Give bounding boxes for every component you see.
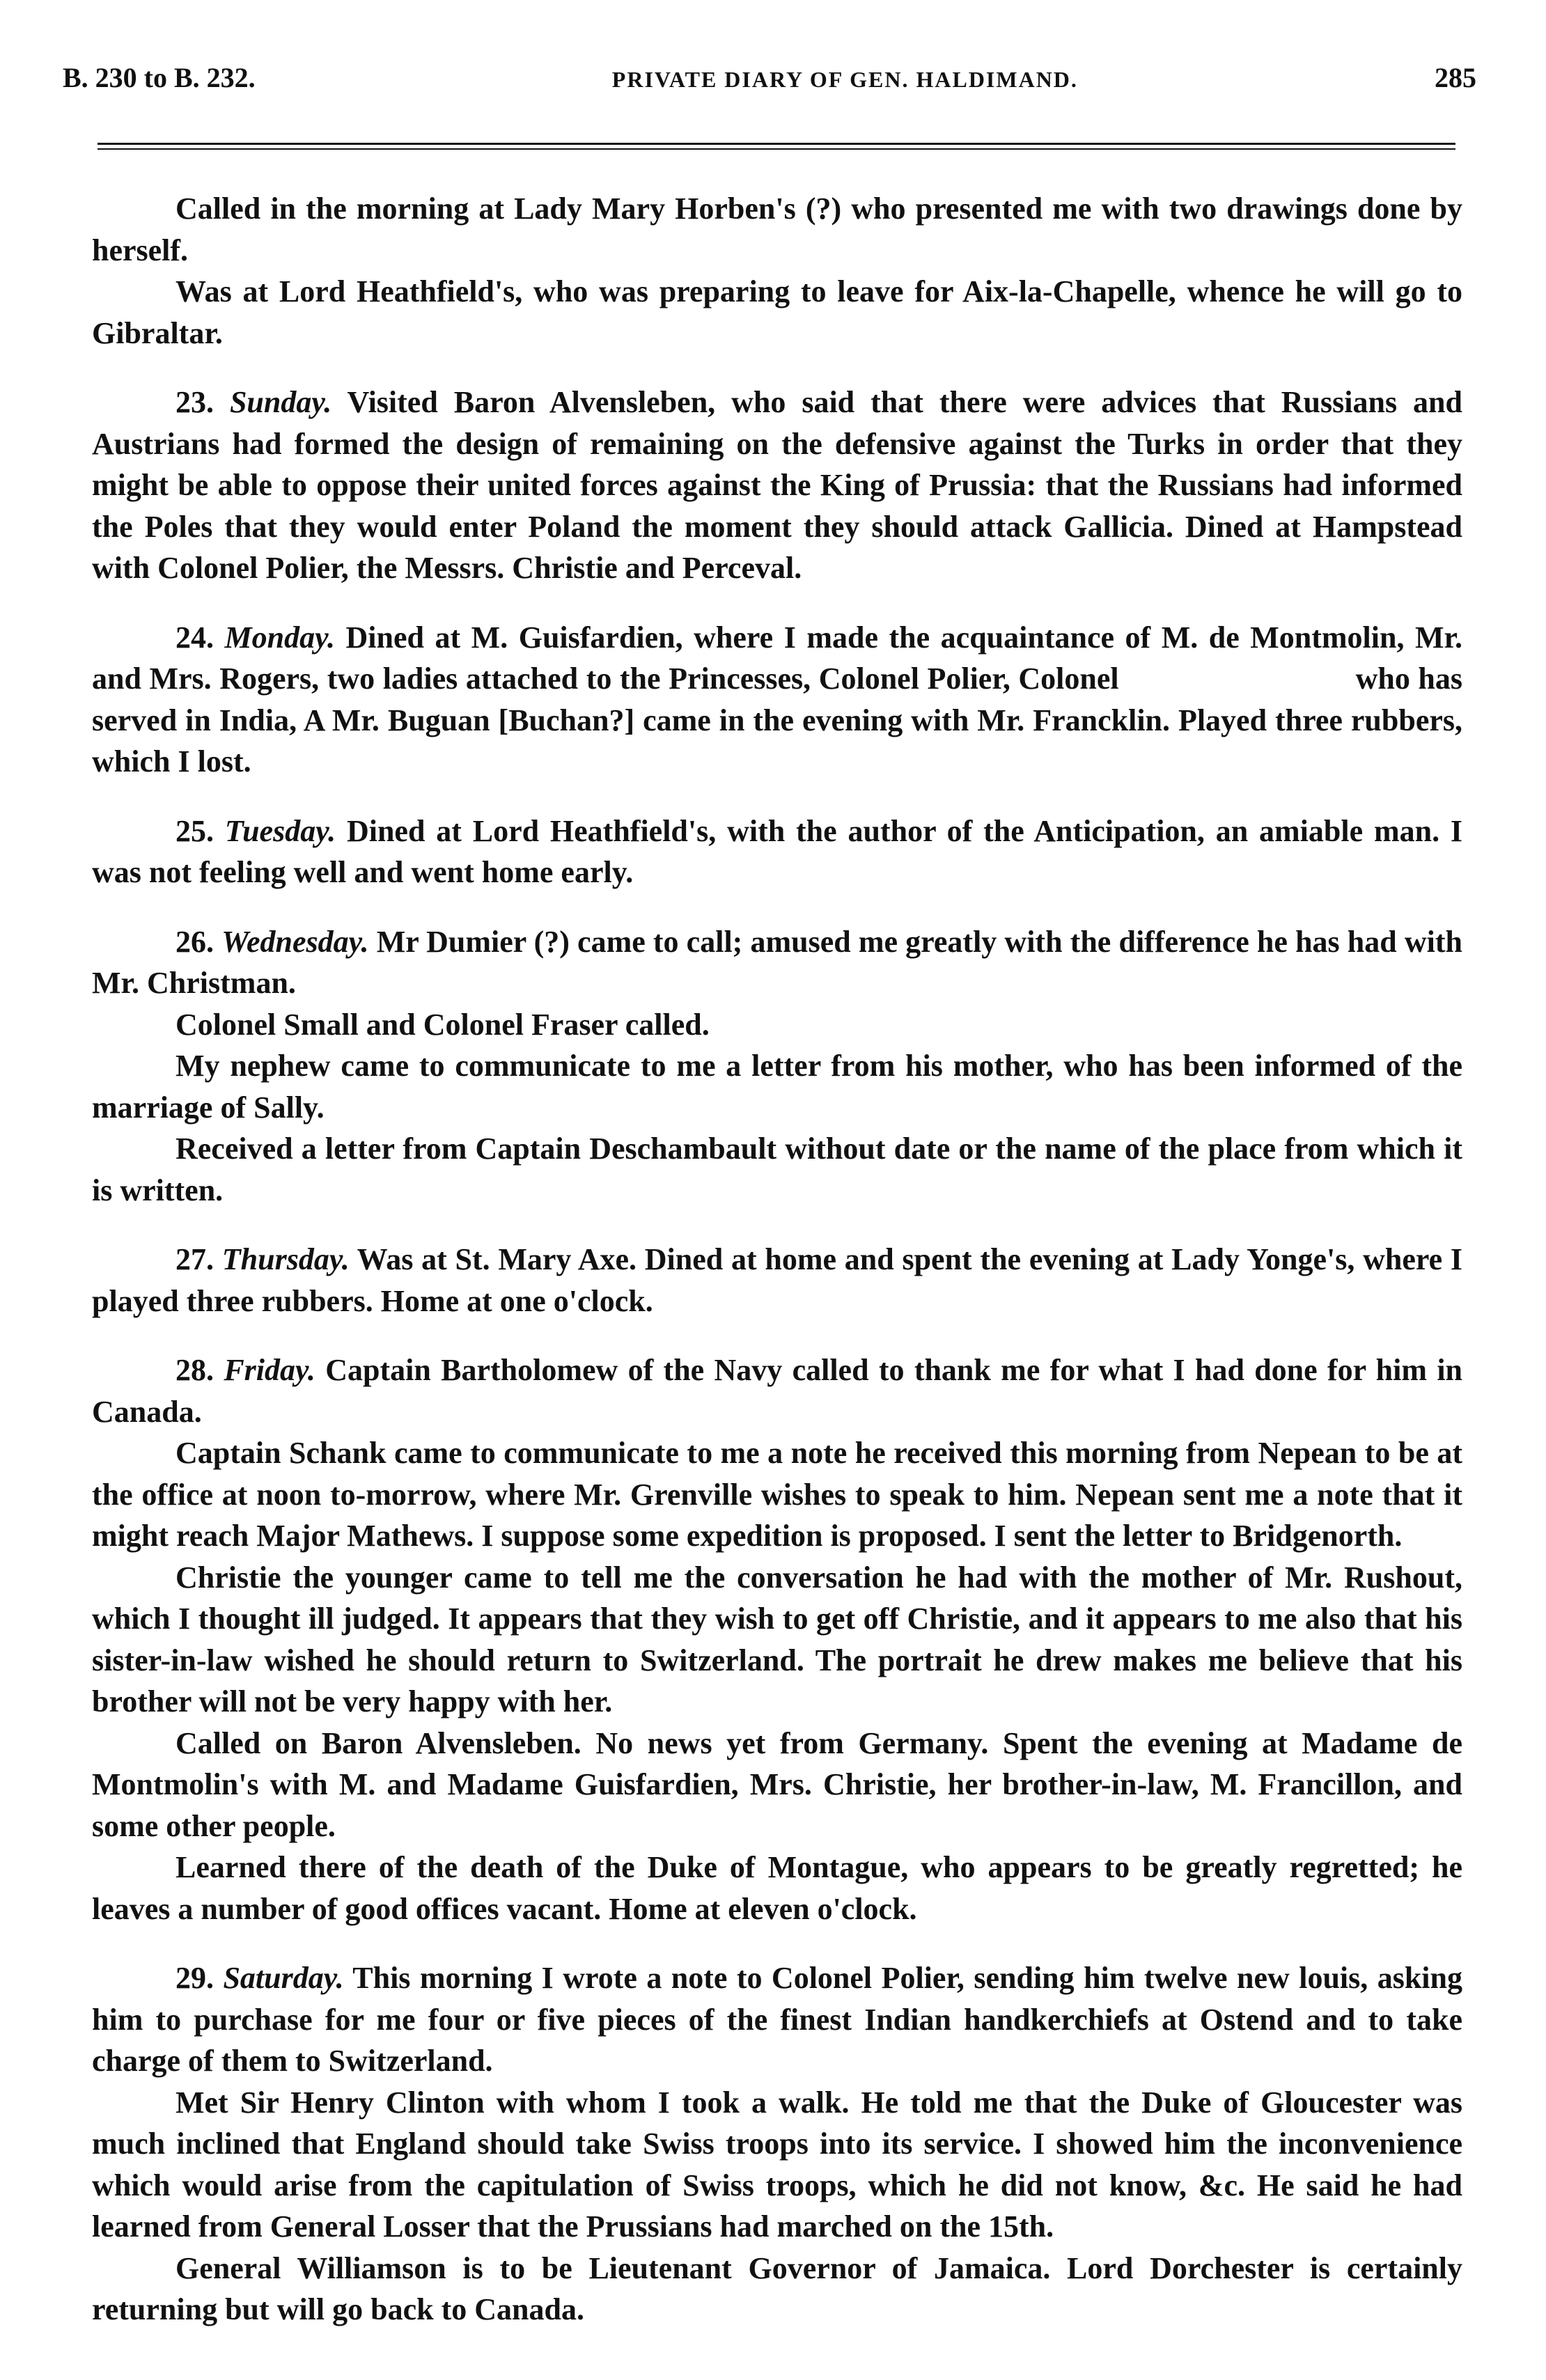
entry-paragraph-part-a: Dined at M. Guisfardien, where I made the acquaintance of M. de Montmolin, Mr. and Mrs. Rogers, two ladies attached to the Princesses, Colonel Polier, Colonel: [92, 620, 1463, 696]
entry-number: 26.: [175, 924, 214, 959]
entry-number: 27.: [175, 1242, 214, 1276]
entry-day: Tuesday.: [224, 813, 336, 848]
entry-day: Wednesday.: [221, 924, 369, 959]
entry-paragraph: Called in the morning at Lady Mary Horben's (?) who presented me with two drawings done by herself.: [92, 191, 1462, 267]
entry-paragraph: Learned there of the death of the Duke of Montague, who appears to be greatly regretted; he leaves a number of good offices vacant. Home at eleven o'clock.: [92, 1850, 1462, 1926]
entry-paragraph: Christie the younger came to tell me the conversation he had with the mother of Mr. Rushout, which I thought ill judged. It appears that they wish to get off Christie, and it appears to me also that his sister-in-law wished he should return to Switzerland. The portrait he drew makes me believe that his brother will not be very happy with her.: [92, 1560, 1462, 1719]
entry-paragraph: Called on Baron Alvensleben. No news yet from Germany. Spent the evening at Madame de Montmolin's with M. and Madame Guisfardien, Mrs. Christie, her brother-in-law, M. Francillon, and some other people.: [92, 1725, 1462, 1843]
entry-23: [92, 382, 1462, 589]
page-number: 285: [1435, 62, 1476, 93]
entry-29: [92, 1957, 1462, 2331]
entry-paragraph: Visited Baron Alvensleben, who said that there were advices that Russians and Austrians had formed the design of remaining on the defensive against the Turks in order that they might be able to oppose their united forces against the King of Prussia: that the Russians had informed the Poles that they would enter Poland the moment they should attack Gallicia. Dined at Hampstead with Colonel Polier, the Messrs. Christie and Perceval.: [92, 385, 1462, 585]
entry-paragraph: Mr Dumier (?) came to call; amused me greatly with the difference he has had with Mr. Christman.: [92, 924, 1463, 1000]
entry-26: [92, 921, 1462, 1212]
running-header: [63, 61, 1476, 110]
entry-25: [92, 811, 1462, 893]
entry-paragraph-part-b: who has served in India, A Mr. Buguan [Buchan?] came in the evening with Mr. Francklin. Played three rubbers, which I lost.: [92, 661, 1462, 778]
entry-number: 23.: [175, 385, 214, 419]
entry-continuation: [92, 188, 1462, 354]
entry-day: Monday.: [224, 620, 336, 655]
entry-number: 29.: [175, 1961, 214, 1995]
entry-paragraph: Captain Bartholomew of the Navy called to thank me for what I had done for him in Canada.: [92, 1353, 1463, 1429]
entry-number: 28.: [175, 1353, 214, 1387]
header-title: PRIVATE DIARY OF GEN. HALDIMAND.: [611, 67, 1078, 92]
entry-24: [92, 617, 1462, 783]
entry-paragraph: Captain Schank came to communicate to me a note he received this morning from Nepean to be at the office at noon to-morrow, where Mr. Grenville wishes to speak to him. Nepean sent me a note that it might reach Major Mathews. I suppose some expedition is proposed. I sent the letter to Bridgenorth.: [92, 1436, 1462, 1553]
entry-paragraph: Colonel Small and Colonel Fraser called.: [175, 1007, 710, 1042]
entry-paragraph: Dined at Lord Heathfield's, with the author of the Anticipation, an amiable man. I was not feeling well and went home early.: [92, 813, 1463, 889]
entry-paragraph: Met Sir Henry Clinton with whom I took a walk. He told me that the Duke of Gloucester was much inclined that England should take Swiss troops into its service. I showed him the inconvenience which would arise from the capitulation of Swiss troops, which he did not know, &c. He said he had learned from General Losser that the Prussians had marched on the 15th.: [92, 2085, 1462, 2244]
entry-number: 24.: [175, 620, 214, 655]
entry-paragraph: My nephew came to communicate to me a letter from his mother, who has been informed of the marriage of Sally.: [92, 1049, 1462, 1125]
entry-28: [92, 1349, 1462, 1929]
header-reference: B. 230 to B. 232.: [63, 62, 256, 93]
entry-day: Thursday.: [221, 1242, 350, 1276]
entry-paragraph: Received a letter from Captain Deschambault without date or the name of the place from which it is written.: [92, 1132, 1462, 1207]
entry-number: 25.: [175, 813, 214, 848]
entry-paragraph: Was at St. Mary Axe. Dined at home and spent the evening at Lady Yonge's, where I played three rubbers. Home at one o'clock.: [92, 1242, 1462, 1318]
diary-body: [92, 188, 1462, 2358]
entry-paragraph: This morning I wrote a note to Colonel Polier, sending him twelve new louis, asking him to purchase for me four or five pieces of the finest Indian handkerchiefs at Ostend and to take charge of them to Switzerland.: [92, 1961, 1462, 2078]
entry-paragraph: Was at Lord Heathfield's, who was preparing to leave for Aix-la-Chapelle, whence he will go to Gibraltar.: [92, 274, 1462, 350]
entry-paragraph: General Williamson is to be Lieutenant Governor of Jamaica. Lord Dorchester is certainly returning but will go back to Canada.: [92, 2250, 1462, 2326]
entry-27: [92, 1239, 1462, 1322]
entry-day: Saturday.: [223, 1961, 344, 1995]
header-rule-top: [97, 143, 1455, 145]
entry-day: Sunday.: [229, 385, 332, 419]
header-rule-bottom: [97, 148, 1455, 150]
entry-day: Friday.: [224, 1353, 315, 1387]
